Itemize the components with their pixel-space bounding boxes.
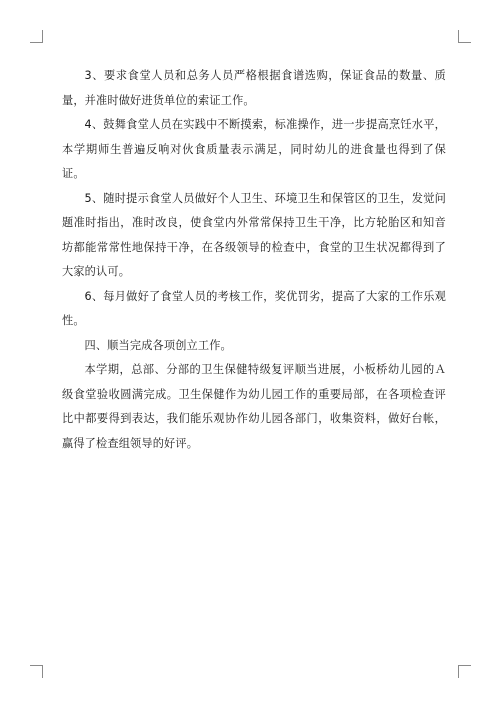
paragraph-summary: 本学期，总部、分部的卫生保健特级复评顺当进展，小板桥幼儿园的Ａ级食堂验收圆满完成。卫生保健作为幼儿园工作的重要局部，在各项检查评比中都要得到表达，我们能乐观协作幼儿园各部门，收集资料，做好台帐，赢得了检查组领导的好评。 bbox=[62, 363, 446, 450]
crop-mark-top-right bbox=[458, 30, 471, 43]
crop-mark-bottom-left bbox=[30, 665, 43, 678]
document-body bbox=[62, 64, 446, 456]
paragraph-item-6: 6、每月做好了食堂人员的考核工作，奖优罚劣，提高了大家的工作乐观性。 bbox=[62, 289, 446, 327]
paragraph-item-5: 5、随时提示食堂人员做好个人卫生、环境卫生和保管区的卫生，发觉问题准时指出，准时改良，使食堂内外常常保持卫生干净，比方轮胎区和知音坊都能常常性地保持干净，在各级领导的检查中，食堂的卫生状况都得到了大家的认可。 bbox=[62, 191, 446, 278]
crop-mark-top-left bbox=[30, 30, 43, 43]
paragraph-item-3: 3、要求食堂人员和总务人员严格根据食谱选购，保证食品的数量、质量，并准时做好进货单位的索证工作。 bbox=[62, 69, 446, 107]
crop-mark-bottom-right bbox=[458, 665, 471, 678]
paragraph-item-4: 4、鼓舞食堂人员在实践中不断摸索，标准操作，进一步提高烹饪水平，本学期师生普遍反响对伙食质量表示满足，同时幼儿的进食量也得到了保证。 bbox=[62, 118, 446, 180]
section-heading-4: 四、顺当完成各项创立工作。 bbox=[84, 338, 232, 352]
